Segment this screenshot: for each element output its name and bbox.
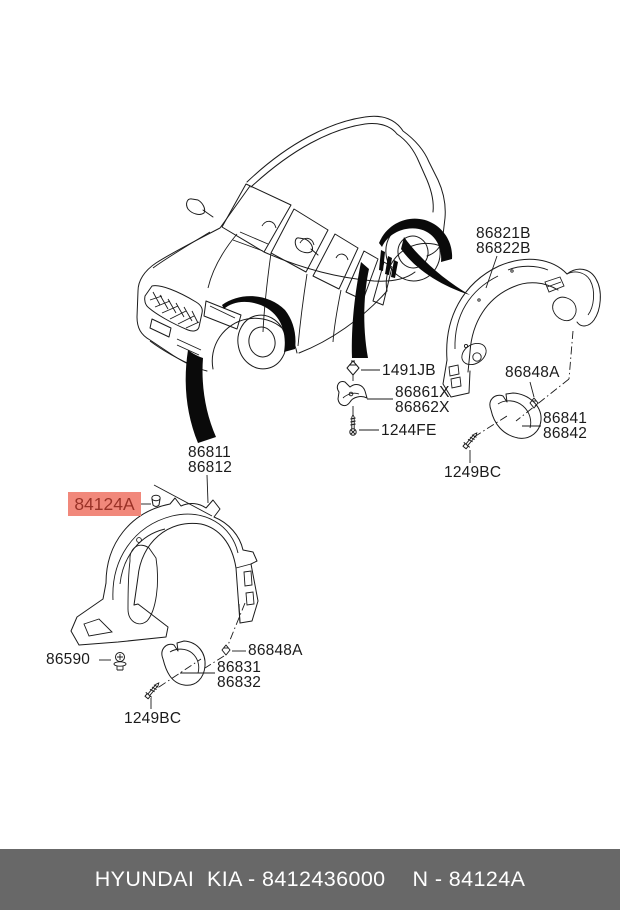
bracket-drawing	[337, 382, 367, 406]
callout-86861X[interactable]: 86861X	[395, 384, 450, 401]
screw-icon-1249bc-right	[462, 431, 480, 450]
callout-86812[interactable]: 86812	[188, 459, 233, 476]
callout-1249BC-right[interactable]: 1249BC	[444, 464, 502, 481]
callout-1491JB[interactable]: 1491JB	[382, 362, 436, 379]
leader-lines	[99, 256, 541, 709]
clip-icon-1491jb	[347, 361, 359, 375]
callout-mudguard-front[interactable]	[217, 660, 261, 690]
footer-brand-partnumber: HYUNDAI KIA - 8412436000	[94, 867, 386, 891]
selected-part-callout-84124A[interactable]: 84124A	[68, 492, 141, 516]
bolt-icon-86590	[114, 653, 126, 671]
windshield	[222, 184, 291, 252]
screw-icon-1244fe	[350, 415, 356, 435]
callout-86832[interactable]: 86832	[217, 674, 262, 691]
side-mirror-left	[187, 199, 213, 217]
callout-86821B[interactable]: 86821B	[476, 225, 531, 242]
footer-reference: N - 84124A	[412, 867, 526, 891]
screw-icon-1249bc-left	[144, 681, 162, 700]
callout-rear-liner[interactable]	[476, 226, 531, 256]
callout-1244FE[interactable]: 1244FE	[381, 422, 437, 439]
grille	[145, 286, 203, 331]
mud-guard-front-drawing	[162, 641, 205, 685]
callout-86848A-left[interactable]: 86848A	[248, 642, 303, 659]
assembly-lines	[159, 331, 573, 687]
callout-86842[interactable]: 86842	[543, 425, 588, 442]
mud-guard-rear-drawing	[490, 393, 541, 438]
callout-86848A-right[interactable]: 86848A	[505, 364, 560, 381]
callout-86590[interactable]: 86590	[46, 651, 91, 668]
pointer-arrow-middle	[352, 262, 369, 358]
clip-icon-84124a	[152, 495, 160, 506]
callout-1249BC-left[interactable]: 1249BC	[124, 710, 182, 727]
callout-86862X[interactable]: 86862X	[395, 399, 450, 416]
side-mirror-right	[295, 238, 318, 255]
clip-icon-86848a-left	[222, 645, 230, 655]
front-wheel-guard-drawing	[71, 498, 258, 645]
callout-bracket[interactable]	[395, 385, 450, 415]
callout-86811[interactable]: 86811	[188, 444, 231, 461]
callout-front-liner[interactable]	[188, 445, 232, 475]
callout-86831[interactable]: 86831	[217, 659, 262, 676]
footer-banner	[0, 849, 620, 910]
pointer-arrow-front	[186, 350, 216, 443]
callout-mudguard-rear[interactable]	[543, 411, 587, 441]
callout-86841[interactable]: 86841	[543, 410, 588, 427]
callout-86822B[interactable]: 86822B	[476, 240, 531, 257]
